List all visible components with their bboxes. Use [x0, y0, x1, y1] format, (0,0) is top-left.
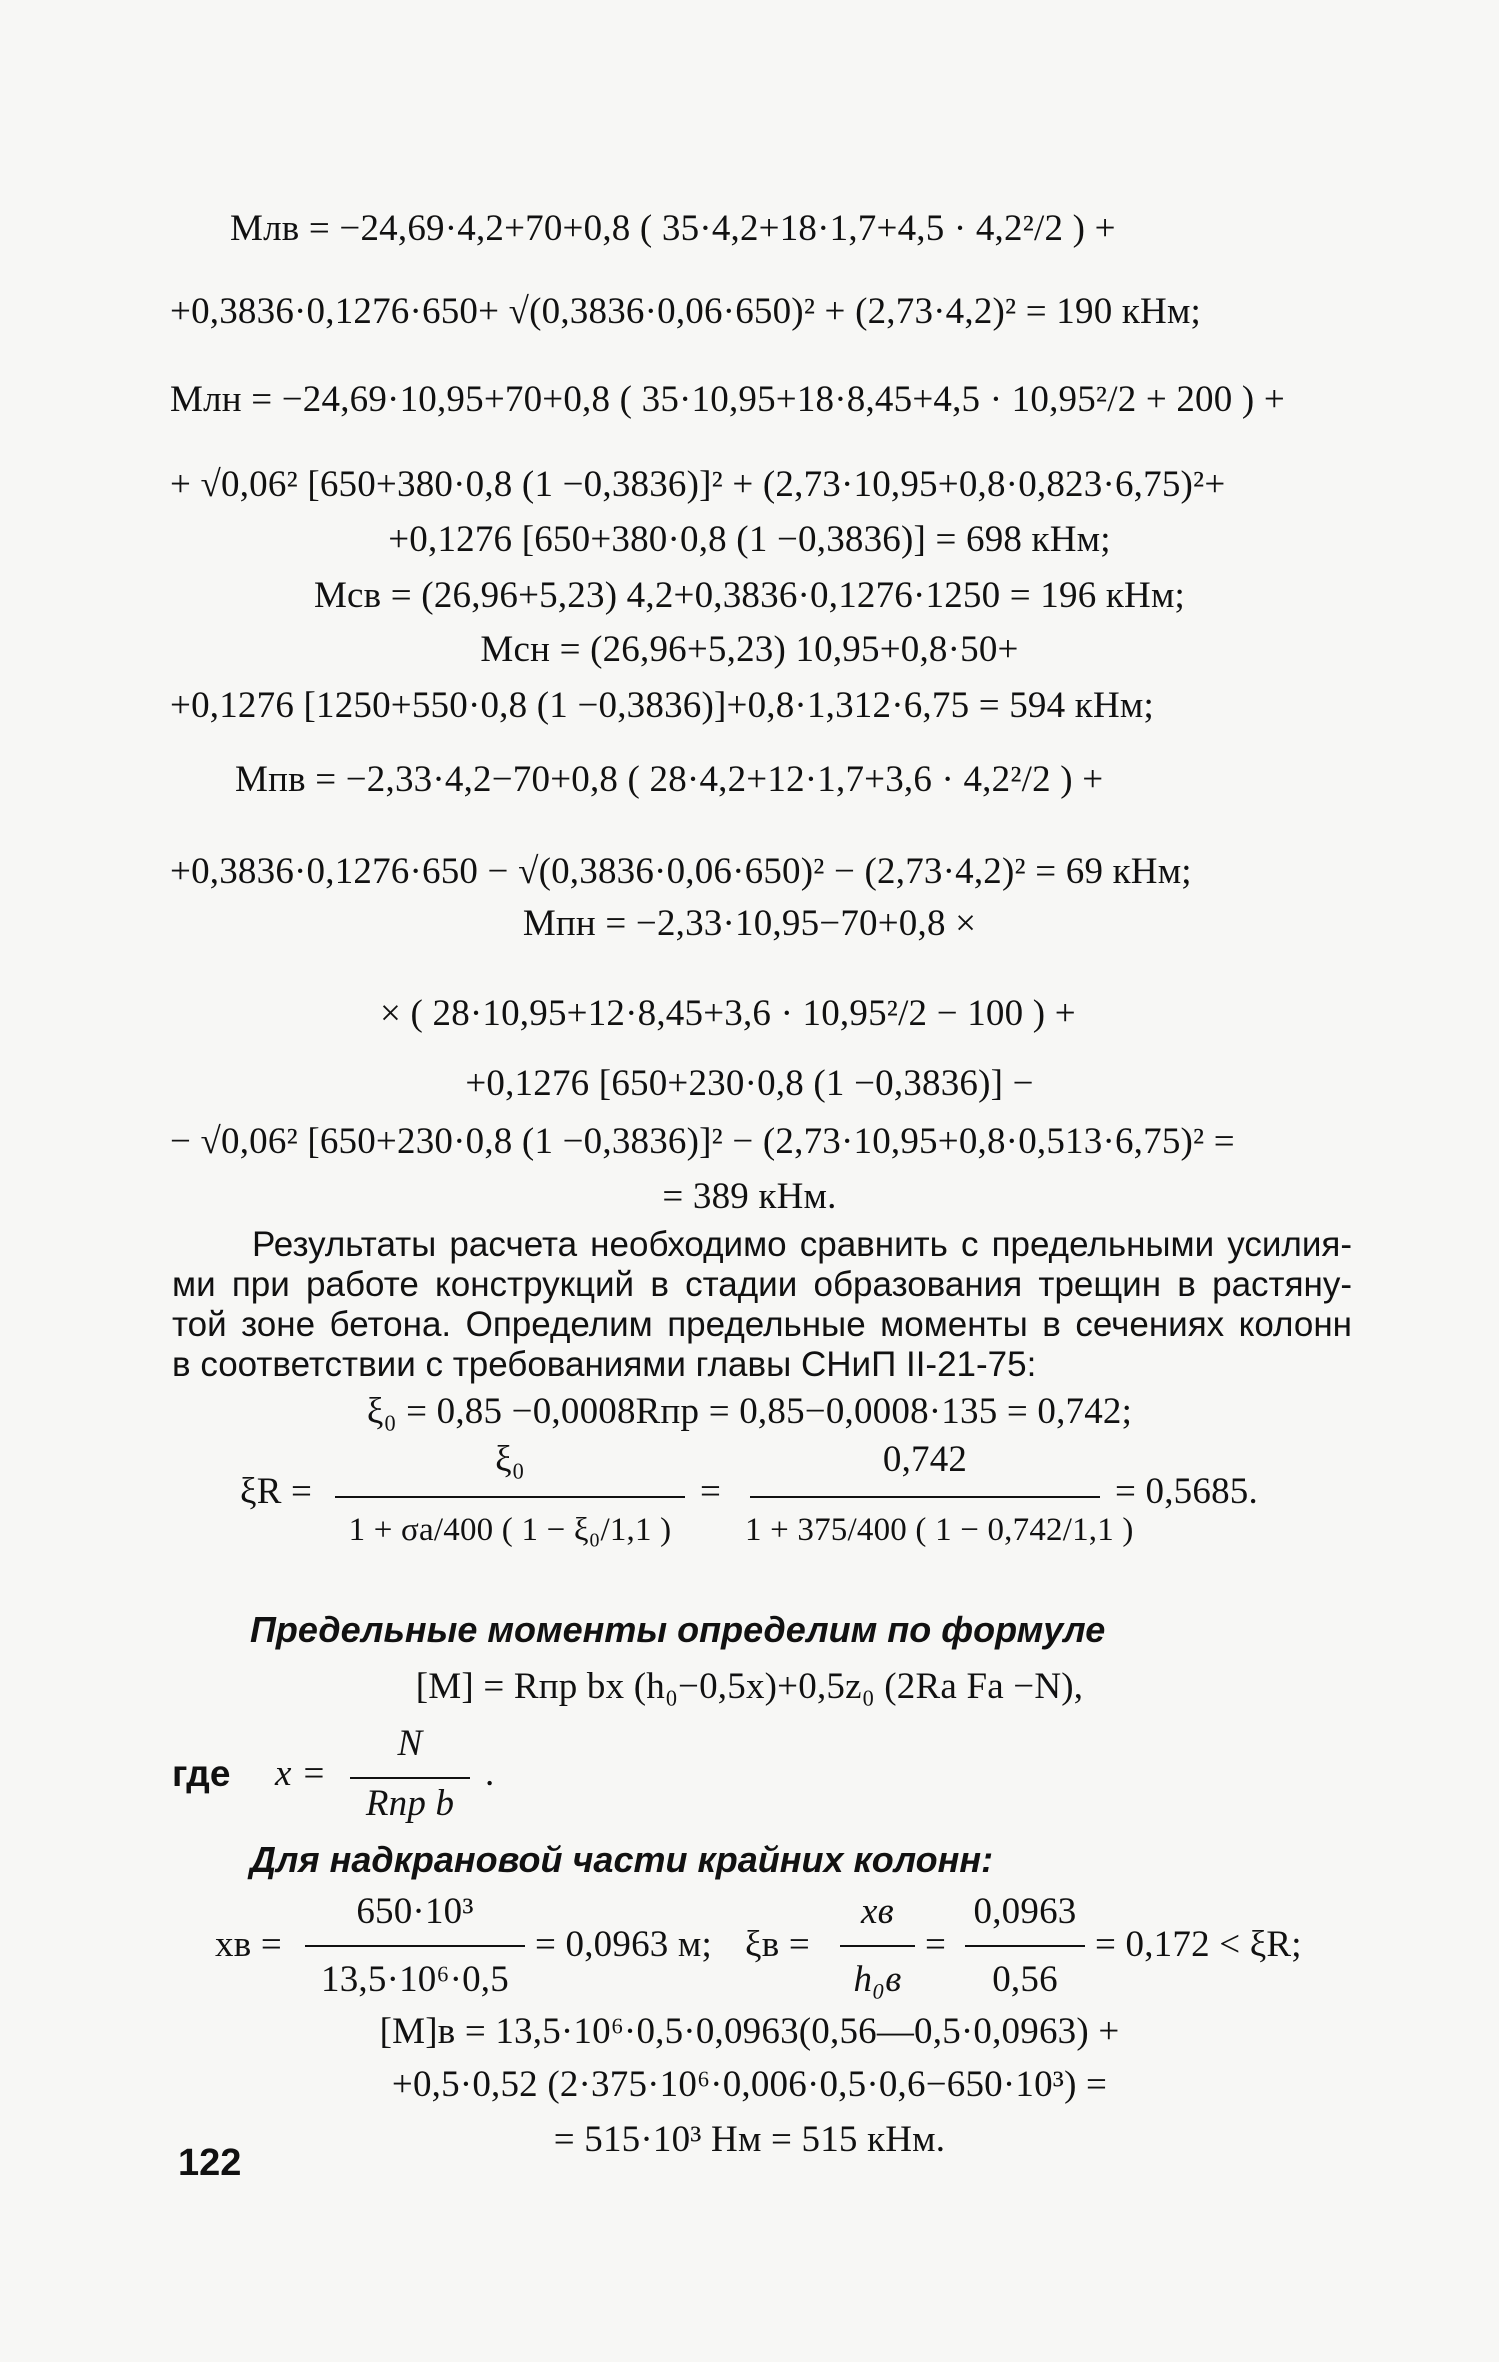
- formula-msn-line2: +0,1276 [1250+550·0,8 (1 −0,3836)]+0,8·1,312·6,75 = 594 кНм;: [170, 685, 1154, 726]
- xiR-result: = 0,5685.: [1115, 1471, 1258, 1512]
- paragraph-line: Результаты расчета необходимо сравнить с предельными усилия-: [252, 1225, 1352, 1264]
- xiR-denominator-1: 1 + σа/400 ( 1 − ξ₀/1,1 ): [348, 1512, 672, 1548]
- xiv-denominator: h₀в: [853, 1959, 902, 2000]
- formula-mlv-line1: Mлв = −24,69·4,2+70+0,8 ( 35·4,2+18·1,7+4,5 · 4,2²/2 ) +: [230, 208, 1116, 249]
- xiR-numerator-2: 0,742: [882, 1439, 968, 1480]
- formula-mpn-line2: × ( 28·10,95+12·8,45+3,6 · 10,95²/2 − 100 ) +: [380, 993, 1076, 1034]
- formula-mpn-line1: Mпн = −2,33·10,95−70+0,8 ×: [522, 903, 977, 944]
- where-numerator: N: [397, 1723, 423, 1764]
- paragraph-line: ми при работе конструкций в стадии образования трещин в растяну-: [172, 1265, 1352, 1304]
- where-lhs: x =: [275, 1753, 327, 1794]
- formula-xi0: ξ₀ = 0,85 −0,0008Rпр = 0,85−0,0008·135 = 0,742;: [366, 1391, 1133, 1432]
- where-label: где: [172, 1753, 231, 1794]
- formula-mln-line3: +0,1276 [650+380·0,8 (1 −0,3836)] = 698 кНм;: [388, 519, 1111, 560]
- xv-lhs: xв =: [215, 1924, 282, 1965]
- xiR-numerator-1: ξ₀: [495, 1439, 525, 1480]
- xv-result: = 0,0963 м;: [535, 1924, 713, 1965]
- xiv-equals: =: [925, 1924, 947, 1965]
- where-dot: .: [485, 1753, 495, 1794]
- formula-mpv-line2: +0,3836·0,1276·650 − √(0,3836·0,06·650)² − (2,73·4,2)² = 69 кНм;: [170, 851, 1192, 892]
- where-denominator: Rпр b: [365, 1783, 455, 1824]
- paragraph-line: в соответствии с требованиями главы СНиП II-21-75:: [172, 1345, 1037, 1384]
- formula-mln-line2: + √0,06² [650+380·0,8 (1 −0,3836)]² + (2,73·10,95+0,8·0,823·6,75)²+: [170, 464, 1226, 505]
- limit-moments-intro: Предельные моменты определим по формуле: [250, 1609, 1106, 1650]
- xiv-result: = 0,172 < ξR;: [1095, 1924, 1302, 1965]
- xiR-equals: =: [700, 1471, 722, 1512]
- xiv-denominator-value: 0,56: [992, 1959, 1058, 2000]
- formula-mpn-line3: +0,1276 [650+230·0,8 (1 −0,3836)] −: [465, 1063, 1034, 1104]
- mv-line1: [M]в = 13,5·10⁶·0,5·0,0963(0,56—0,5·0,0963) +: [379, 2011, 1120, 2052]
- mv-line3: = 515·10³ Нм = 515 кНм.: [553, 2119, 946, 2160]
- formula-msn-line1: Mсн = (26,96+5,23) 10,95+0,8·50+: [480, 629, 1019, 670]
- xiR-lhs: ξR =: [240, 1471, 313, 1512]
- xiv-numerator: xв: [861, 1891, 894, 1932]
- paragraph-line: той зоне бетона. Определим предельные моменты в сечениях колонн: [172, 1305, 1352, 1344]
- formula-mpn-line4: − √0,06² [650+230·0,8 (1 −0,3836)]² − (2,73·10,95+0,8·0,513·6,75)² =: [170, 1121, 1235, 1162]
- formula-mpv-line1: Mпв = −2,33·4,2−70+0,8 ( 28·4,2+12·1,7+3,6 · 4,2²/2 ) +: [235, 759, 1104, 800]
- limit-moment-formula: [M] = Rпр bx (h₀−0,5x)+0,5z₀ (2Rа Fа −N),: [415, 1666, 1084, 1707]
- page-number: 122: [178, 2142, 242, 2184]
- formula-mpn-line5: = 389 кНм.: [662, 1176, 837, 1217]
- xiv-lhs: ξв =: [745, 1924, 810, 1965]
- formula-mlv-line2: +0,3836·0,1276·650+ √(0,3836·0,06·650)² + (2,73·4,2)² = 190 кНм;: [170, 291, 1202, 332]
- xv-denominator: 13,5·10⁶·0,5: [321, 1959, 509, 2000]
- xiv-numerator-value: 0,0963: [973, 1891, 1077, 1932]
- mv-line2: +0,5·0,52 (2·375·10⁶·0,006·0,5·0,6−650·10³) =: [391, 2064, 1108, 2105]
- upper-part-intro: Для надкрановой части крайних колонн:: [250, 1839, 994, 1880]
- xiR-denominator-2: 1 + 375/400 ( 1 − 0,742/1,1 ): [745, 1512, 1134, 1548]
- formula-msv: Mсв = (26,96+5,23) 4,2+0,3836·0,1276·1250 = 196 кНм;: [313, 575, 1186, 616]
- xv-numerator: 650·10³: [356, 1891, 474, 1932]
- formula-mln-line1: Mлн = −24,69·10,95+70+0,8 ( 35·10,95+18·8,45+4,5 · 10,95²/2 + 200 ) +: [170, 379, 1285, 420]
